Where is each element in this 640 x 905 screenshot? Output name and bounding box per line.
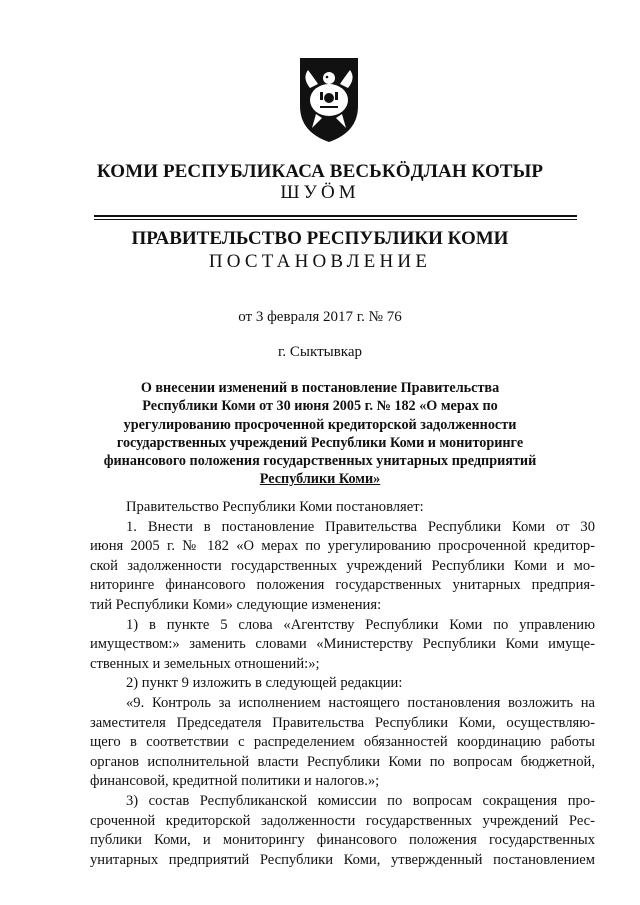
title-line: Республики Коми от 30 июня 2005 г. № 182 «О мерах по (142, 398, 498, 415)
body-line: унитарных предприятий Республики Коми, утвержденный постановлением (90, 851, 595, 868)
title-line: финансового положения государственных унитарных предприятий (103, 453, 537, 470)
body-line: 1) в пункте 5 слова «Агентству Республики Коми по управлению (126, 616, 595, 633)
body-line: имуществом:» заменить словами «Министерству Республики Коми имуще- (90, 636, 595, 653)
body-line: ниторинге финансового положения государственных унитарных предприя- (90, 577, 595, 594)
body-line: 1. Внести в постановление Правительства Республики Коми от 30 (126, 518, 595, 535)
body-line: сроченной кредиторской задолженности государственных учреждений Рес- (90, 812, 595, 829)
body-line: тий Республики Коми» следующие изменения: (90, 596, 382, 613)
body-line: органов исполнительной власти Республики Коми по вопросам бюджетной, (90, 753, 595, 770)
document-title (100, 379, 540, 489)
body-line: «9. Контроль за исполнением настоящего постановления возложить на (126, 694, 595, 711)
komi-republic-coat-of-arms-icon (294, 54, 364, 144)
body-line: щего в соответствии с распределением обязанностей координацию работы (90, 734, 595, 751)
body-line: ственных и земельных отношений:»; (90, 655, 320, 672)
body-line: 2) пункт 9 изложить в следующей редакции: (126, 675, 403, 692)
body-line: публики Коми, и мониторингу финансового положения государственных (90, 832, 595, 849)
title-line: Республики Коми» (259, 471, 381, 488)
komi-document-type: ШУӦМ (280, 182, 360, 203)
document-date-number: от 3 февраля 2017 г. № 76 (238, 309, 402, 325)
title-line: государственных учреждений Республики Коми и мониторинге (116, 434, 524, 451)
document-city: г. Сыктывкар (277, 344, 363, 360)
body-line: июня 2005 г. № 182 «О мерах по урегулированию просроченной кредитор- (90, 538, 595, 555)
title-line: урегулированию просроченной кредиторской задолженности (123, 416, 517, 433)
body-line: 3) состав Республиканской комиссии по вопросам сокращения про- (126, 792, 595, 809)
header-divider (94, 215, 577, 217)
russian-document-type: ПОСТАНОВЛЕНИЕ (208, 251, 432, 272)
header-divider-thin (94, 219, 577, 220)
body-line: заместителя Председателя Правительства Республики Коми, осуществляю- (90, 714, 595, 731)
russian-government-name: ПРАВИТЕЛЬСТВО РЕСПУБЛИКИ КОМИ (131, 228, 509, 249)
document-body (90, 498, 595, 870)
body-line: Правительство Республики Коми постановляет: (126, 499, 424, 515)
body-line: ской задолженности государственных учреждений Республики Коми и мо- (90, 557, 595, 574)
body-line: финансовой, кредитной политики и налогов.»; (90, 773, 380, 790)
title-line: О внесении изменений в постановление Правительства (140, 380, 500, 396)
komi-government-name: КОМИ РЕСПУБЛИКАСА ВЕСЬКӦДЛАН КОТЫР (96, 161, 544, 182)
